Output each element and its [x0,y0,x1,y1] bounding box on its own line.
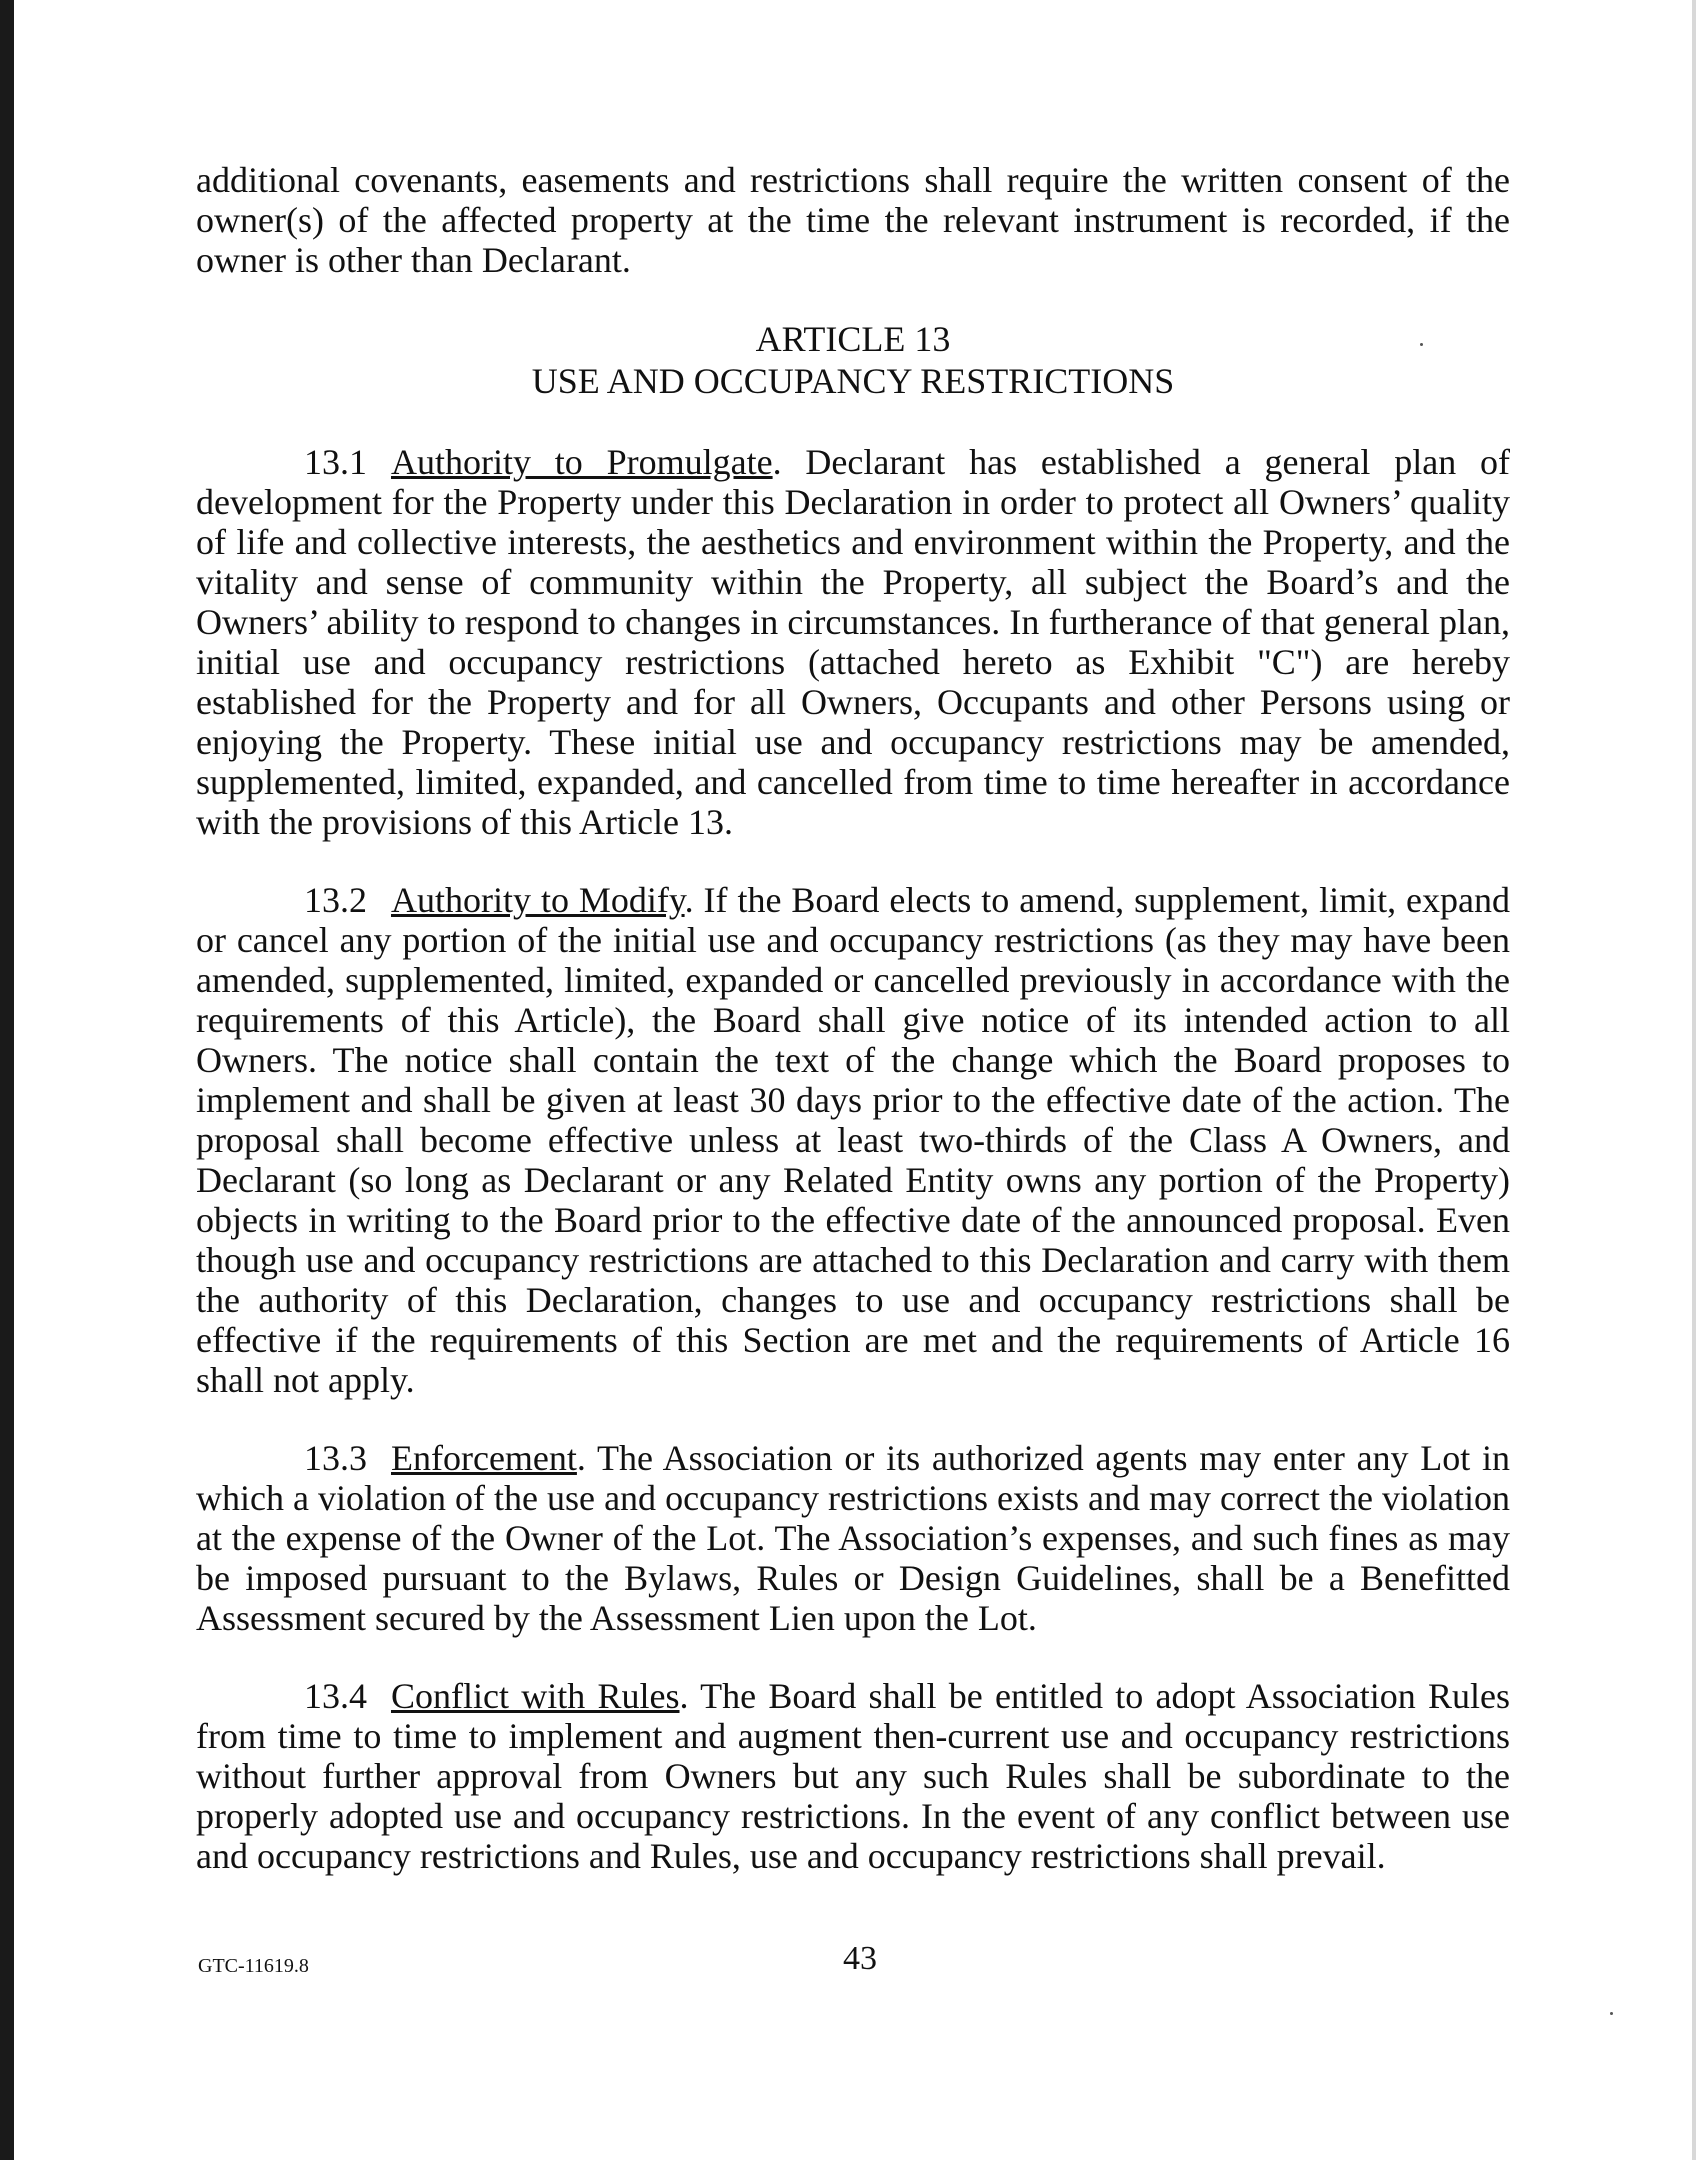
document-id: GTC-11619.8 [198,1955,309,1977]
section-title: Conflict with Rules [391,1676,680,1716]
section-title: Enforcement [391,1438,577,1478]
section-body: . If the Board elects to amend, supplement, limit, expand or cancel any portion of the initial use and occupancy restrictions (as they may have been amended, supplemented, limited, expanded or cancelled previously in accordance with the requirements of this Article), the Board shall give notice of its intended action to all Owners. The notice shall contain the text of the change which the Board proposes to implement and shall be given at least 30 days prior to the effective date of the action. The proposal shall become effective unless at least two-thirds of the Class A Owners, and Declarant (so long as Declarant or any Related Entity owns any portion of the Property) objects in writing to the Board prior to the effective date of the announced proposal. Even though use and occupancy restrictions are attached to this Declaration and carry with them the authority of this Declaration, changes to use and occupancy restrictions shall be effective if the requirements of this Section are met and the requirements of Article 16 shall not apply. [196,880,1510,1400]
section-body: . The Association or its authorized agents may enter any Lot in which a violation of the use and occupancy restrictions exists and may correct the violation at the expense of the Owner of the Lot. The Association’s expenses, and such fines as may be imposed pursuant to the Bylaws, Rules or Design Guidelines, shall be a Benefitted Assessment secured by the Assessment Lien upon the Lot. [196,1438,1510,1638]
section-13-2 [196,880,1510,1400]
section-number: 13.3 [304,1438,367,1478]
article-number: ARTICLE 13 [755,319,951,359]
section-title: Authority to Promulgate [391,442,773,482]
section-13-4 [196,1676,1510,1876]
document-page [196,160,1510,1914]
continuation-paragraph: additional covenants, easements and restrictions shall require the written consent of the owner(s) of the affected property at the time the relevant instrument is recorded, if the owner is other than Declarant. [196,160,1510,280]
article-heading [196,318,1510,402]
scan-border-left [0,0,14,2160]
section-body: . Declarant has established a general plan of development for the Property under this Declaration in order to protect all Owners’ quality of life and collective interests, the aesthetics and environment within the Property, and the vitality and sense of community within the Property, all subject the Board’s and the Owners’ ability to respond to changes in circumstances. In furtherance of that general plan, initial use and occupancy restrictions (attached hereto as Exhibit "C") are hereby established for the Property and for all Owners, Occupants and other Persons using or enjoying the Property. These initial use and occupancy restrictions may be amended, supplemented, limited, expanded, and cancelled from time to time hereafter in accordance with the provisions of this Article 13. [196,442,1510,842]
section-13-1 [196,442,1510,842]
section-13-3 [196,1438,1510,1638]
section-body: . The Board shall be entitled to adopt Association Rules from time to time to implement and augment then-current use and occupancy restrictions without further approval from Owners but any such Rules shall be subordinate to the properly adopted use and occupancy restrictions. In the event of any conflict between use and occupancy restrictions and Rules, use and occupancy restrictions shall prevail. [196,1676,1510,1876]
section-number: 13.1 [304,442,367,482]
article-title: USE AND OCCUPANCY RESTRICTIONS [531,361,1175,401]
section-number: 13.2 [304,880,367,920]
section-title: Authority to Modify [391,880,685,920]
page-number: 43 [843,1940,877,1977]
scan-border-right [1692,0,1696,2160]
scan-speck [1610,2012,1613,2015]
section-number: 13.4 [304,1676,367,1716]
